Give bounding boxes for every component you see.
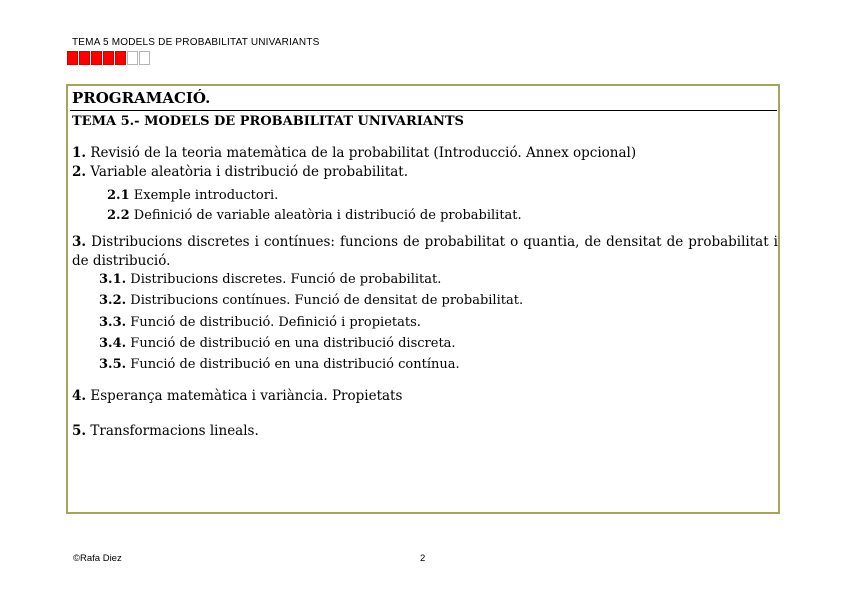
header-title: TEMA 5 MODELS DE PROBABILITAT UNIVARIANTS xyxy=(72,37,320,48)
list-item xyxy=(72,423,259,439)
item-text: Esperança matemàtica i variància. Propietats xyxy=(90,388,403,404)
item-text: Definició de variable aleatòria i distribució de probabilitat. xyxy=(133,208,522,223)
item-number: 2. xyxy=(72,164,87,180)
item-text: Distribucions contínues. Funció de densitat de probabilitat. xyxy=(130,293,524,308)
item-number: 3.5. xyxy=(99,357,127,372)
list-item xyxy=(72,164,408,180)
list-subitem xyxy=(107,208,522,223)
progress-cell xyxy=(127,51,138,65)
item-text: Funció de distribució en una distribució discreta. xyxy=(130,336,456,351)
list-subitem xyxy=(99,336,456,351)
item-text: Exemple introductori. xyxy=(133,188,279,203)
item-text: Transformacions lineals. xyxy=(90,423,259,439)
list-subitem xyxy=(99,315,421,330)
item-number: 4. xyxy=(72,388,87,404)
item-text: Funció de distribució en una distribució contínua. xyxy=(130,357,460,372)
item-text: Revisió de la teoria matemàtica de la probabilitat (Introducció. Annex opcional) xyxy=(90,145,637,161)
list-item xyxy=(72,388,402,404)
list-subitem xyxy=(99,272,441,287)
item-number: 5. xyxy=(72,423,87,439)
item-number: 3.3. xyxy=(99,315,127,330)
progress-cell xyxy=(67,51,78,65)
item-number: 2.1 xyxy=(107,188,130,203)
item-number: 3.2. xyxy=(99,293,127,308)
list-subitem xyxy=(99,293,523,308)
list-subitem xyxy=(107,188,278,203)
progress-cell xyxy=(91,51,102,65)
item-text: Funció de distribució. Definició i propietats. xyxy=(130,315,421,330)
progress-cell xyxy=(79,51,90,65)
item-text: Variable aleatòria i distribució de probabilitat. xyxy=(90,164,409,180)
item-text: Distribucions discretes. Funció de probabilitat. xyxy=(130,272,442,287)
progress-cell xyxy=(139,51,150,65)
list-item xyxy=(72,233,778,271)
footer-author: ©Rafa Diez xyxy=(73,553,122,564)
page-number: 2 xyxy=(420,553,426,564)
item-number: 2.2 xyxy=(107,208,130,223)
title-divider xyxy=(70,110,777,111)
progress-indicator xyxy=(67,51,151,65)
list-item xyxy=(72,145,636,161)
progress-cell xyxy=(103,51,114,65)
item-number: 3. xyxy=(72,234,87,250)
item-number: 1. xyxy=(72,145,87,161)
item-text: Distribucions discretes i contínues: funcions de probabilitat o quantia, de densitat de probabilitat i de distribució. xyxy=(72,234,778,269)
item-number: 3.4. xyxy=(99,336,127,351)
item-number: 3.1. xyxy=(99,272,127,287)
progress-cell xyxy=(115,51,126,65)
topic-title: TEMA 5.- MODELS DE PROBABILITAT UNIVARIANTS xyxy=(72,114,464,129)
section-title: PROGRAMACIÓ. xyxy=(72,89,211,107)
list-subitem xyxy=(99,357,460,372)
